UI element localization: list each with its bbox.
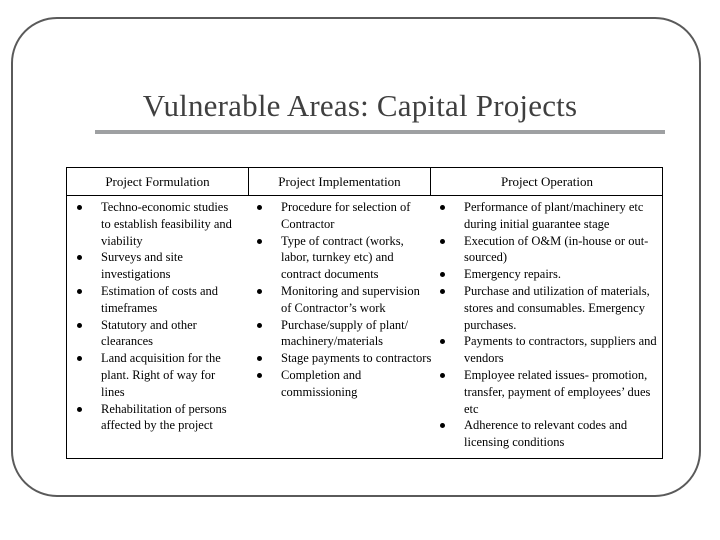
bullet-icon bbox=[257, 239, 262, 244]
bullet-icon bbox=[257, 373, 262, 378]
column-implementation-list bbox=[257, 199, 432, 401]
bullet-icon bbox=[257, 356, 262, 361]
bullet-icon bbox=[440, 289, 445, 294]
list-item: Payments to contractors, suppliers and vendors bbox=[440, 333, 662, 367]
list-item: Employee related issues- promotion, transfer, payment of employees’ dues etc bbox=[440, 367, 662, 417]
list-item: Rehabilitation of persons affected by the project bbox=[77, 401, 237, 435]
list-item: Purchase and utilization of materials, stores and consumables. Emergency purchases. bbox=[440, 283, 662, 333]
bullet-icon bbox=[440, 339, 445, 344]
column-header-formulation: Project Formulation bbox=[105, 174, 210, 189]
list-item: Surveys and site investigations bbox=[77, 249, 237, 283]
list-item: Execution of O&M (in-house or out-sourced) bbox=[440, 233, 662, 267]
column-formulation-list bbox=[77, 199, 237, 434]
bullet-icon bbox=[440, 272, 445, 277]
header-divider bbox=[67, 195, 662, 196]
bullet-icon bbox=[77, 356, 82, 361]
column-operation-list bbox=[440, 199, 662, 451]
list-item: Emergency repairs. bbox=[440, 266, 662, 283]
list-item: Completion and commissioning bbox=[257, 367, 432, 401]
bullet-icon bbox=[440, 239, 445, 244]
list-item: Statutory and other clearances bbox=[77, 317, 237, 351]
bullet-icon bbox=[257, 289, 262, 294]
bullet-icon bbox=[77, 205, 82, 210]
bullet-icon bbox=[77, 289, 82, 294]
title-underline bbox=[95, 130, 665, 134]
list-item: Adherence to relevant codes and licensing conditions bbox=[440, 417, 662, 451]
list-item: Procedure for selection of Contractor bbox=[257, 199, 432, 233]
bullet-icon bbox=[77, 407, 82, 412]
list-item: Techno-economic studies to establish feasibility and viability bbox=[77, 199, 237, 249]
bullet-icon bbox=[440, 373, 445, 378]
bullet-icon bbox=[77, 323, 82, 328]
projects-table bbox=[66, 167, 663, 459]
column-header-operation: Project Operation bbox=[500, 174, 594, 189]
column-header-implementation: Project Implementation bbox=[278, 174, 401, 189]
list-item: Land acquisition for the plant. Right of way for lines bbox=[77, 350, 237, 400]
slide-title: Vulnerable Areas: Capital Projects bbox=[142, 88, 578, 123]
list-item: Type of contract (works, labor, turnkey etc) and contract documents bbox=[257, 233, 432, 283]
list-item: Purchase/supply of plant/ machinery/materials bbox=[257, 317, 432, 351]
list-item: Performance of plant/machinery etc during initial guarantee stage bbox=[440, 199, 662, 233]
bullet-icon bbox=[257, 323, 262, 328]
list-item: Estimation of costs and timeframes bbox=[77, 283, 237, 317]
bullet-icon bbox=[257, 205, 262, 210]
list-item: Monitoring and supervision of Contractor’s work bbox=[257, 283, 432, 317]
list-item: Stage payments to contractors bbox=[257, 350, 432, 367]
bullet-icon bbox=[440, 205, 445, 210]
bullet-icon bbox=[77, 255, 82, 260]
bullet-icon bbox=[440, 423, 445, 428]
